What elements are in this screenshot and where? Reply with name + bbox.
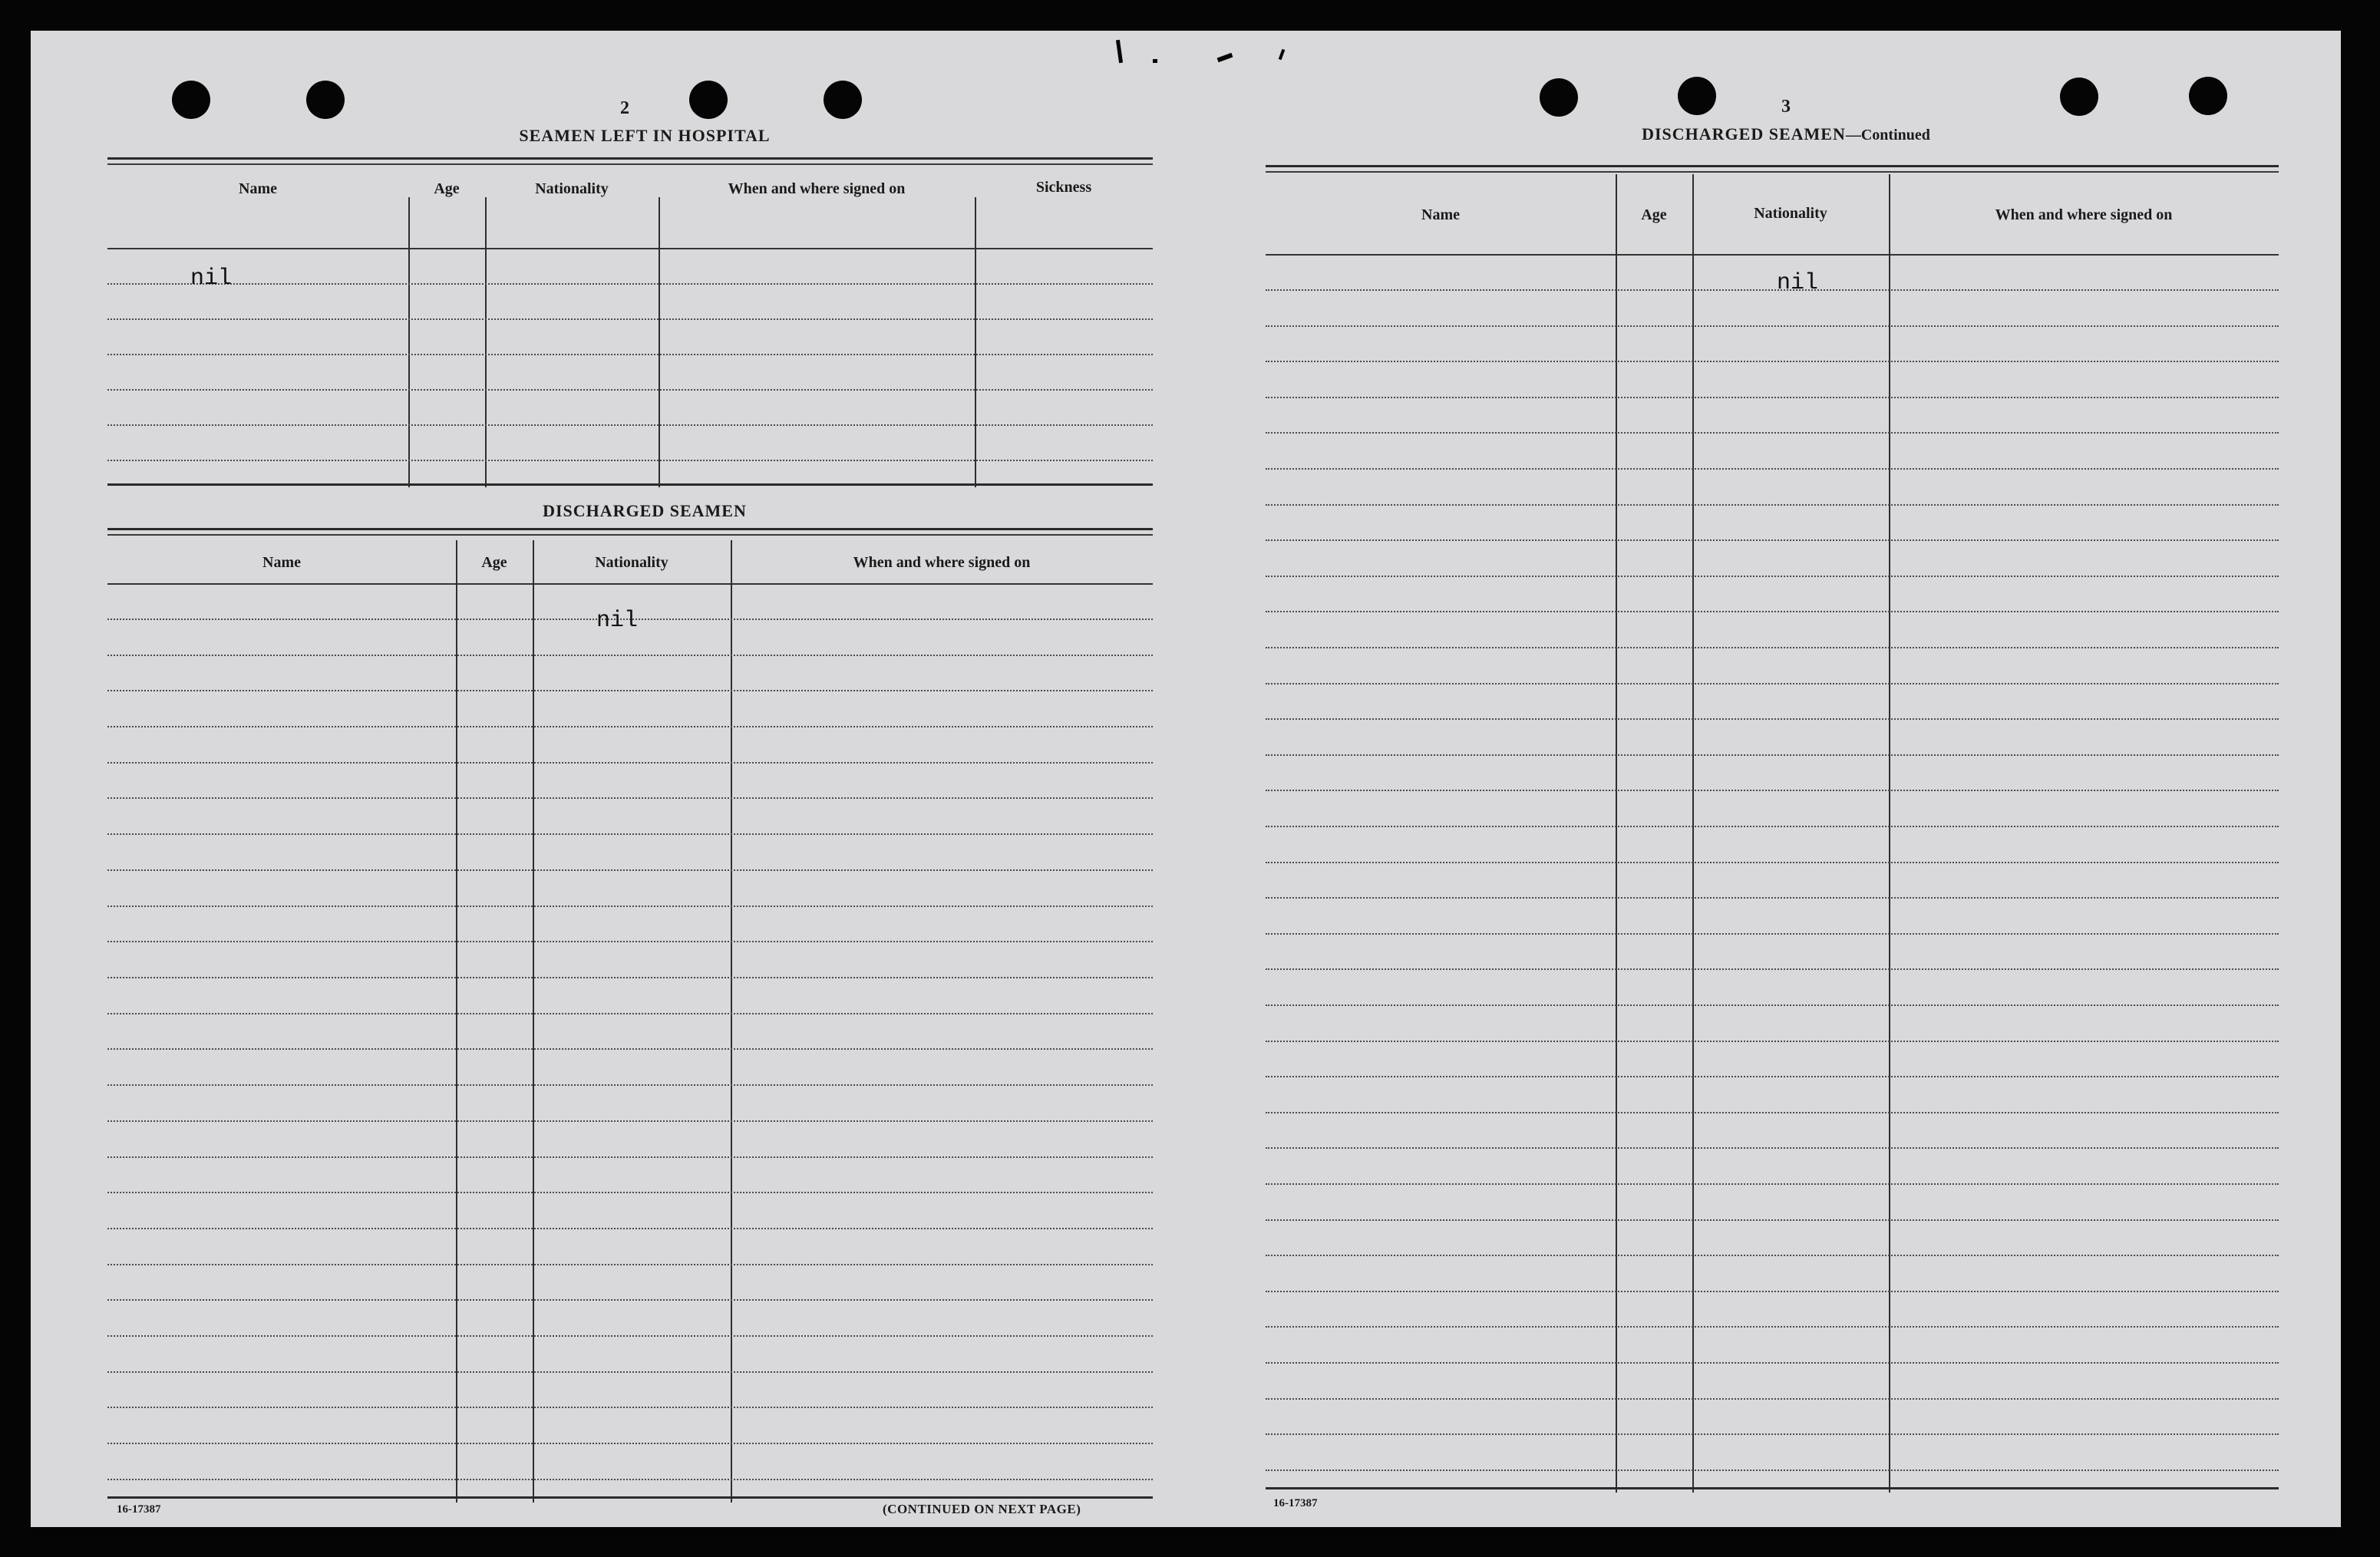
ruled-row-line [1266, 647, 2279, 648]
form-number: 16-17387 [1273, 1497, 1318, 1509]
ruled-row-line [107, 1299, 1153, 1301]
ruled-row-line [107, 655, 1153, 656]
ruled-row-line [1266, 1326, 2279, 1328]
column-header: Nationality [1754, 205, 1827, 222]
ruled-row-line [1266, 468, 2279, 470]
ruled-row-line [107, 1228, 1153, 1229]
discharged-continued-table [1266, 165, 2279, 1493]
hospital-table [107, 157, 1153, 487]
discharged-table [107, 528, 1153, 1499]
ruled-row-line [1266, 1004, 2279, 1006]
ruled-row-line [1266, 432, 2279, 434]
typed-entry: nil [1777, 270, 1819, 296]
page-number: 2 [620, 98, 629, 118]
column-header: Sickness [1035, 179, 1092, 196]
column-header: Name [1421, 206, 1460, 223]
ruled-row-line [1266, 968, 2279, 970]
ruled-row-line [1266, 611, 2279, 612]
form-number: 16-17387 [117, 1503, 161, 1516]
ruled-row-line [107, 1407, 1153, 1408]
ruled-row-line [1266, 1147, 2279, 1149]
column-header: When and where signed on [1995, 206, 2173, 223]
ruled-row-line [107, 354, 1153, 355]
discharged-section-title: DISCHARGED SEAMEN [543, 501, 747, 520]
ink-speck [1217, 53, 1233, 62]
ruled-row-line [107, 690, 1153, 691]
ruled-row-line [1266, 933, 2279, 935]
ruled-row-line [1266, 897, 2279, 899]
hospital-section-title: SEAMEN LEFT IN HOSPITAL [519, 126, 771, 145]
ruled-row-line [1266, 1076, 2279, 1077]
discharged-continued-title [1556, 124, 2016, 144]
punch-hole [689, 81, 728, 119]
ruled-row-line [107, 869, 1153, 871]
ruled-row-line [1266, 325, 2279, 327]
continued-note: (CONTINUED ON NEXT PAGE) [883, 1502, 1081, 1516]
ruled-row-line [107, 1443, 1153, 1444]
document-sheet [31, 31, 2341, 1527]
ruled-row-line [107, 1156, 1153, 1158]
ruled-row-line [107, 941, 1153, 942]
ruled-row-line [107, 1120, 1153, 1122]
punch-hole [824, 81, 862, 119]
ruled-row-line [107, 1335, 1153, 1337]
ruled-row-line [1266, 754, 2279, 756]
ruled-row-line [1266, 1433, 2279, 1435]
ruled-row-line [107, 726, 1153, 727]
ruled-row-line [107, 1264, 1153, 1265]
typed-entry: nil [596, 608, 639, 634]
ruled-row-line [1266, 1398, 2279, 1400]
ruled-row-line [107, 977, 1153, 978]
punch-hole [2060, 78, 2098, 116]
ruled-row-line [107, 283, 1153, 285]
punch-hole [172, 81, 210, 119]
punch-hole [2189, 77, 2227, 115]
ruled-row-line [107, 318, 1153, 320]
ruled-row-line [1266, 1041, 2279, 1042]
ruled-row-line [1266, 397, 2279, 398]
ruled-row-line [107, 797, 1153, 799]
ruled-row-line [107, 1013, 1153, 1014]
ruled-row-line [1266, 361, 2279, 362]
ruled-row-line [1266, 718, 2279, 720]
ruled-row-line [107, 833, 1153, 835]
ruled-row-line [107, 460, 1153, 461]
ruled-row-line [107, 389, 1153, 391]
column-header: Nationality [595, 554, 668, 571]
ruled-row-line [1266, 1112, 2279, 1113]
ruled-row-line [1266, 1255, 2279, 1256]
ruled-row-line [1266, 790, 2279, 791]
punch-hole [306, 81, 345, 119]
column-header: Age [1641, 206, 1667, 223]
ruled-row-line [1266, 862, 2279, 863]
ruled-row-line [107, 762, 1153, 764]
typed-entry: nil [190, 266, 233, 292]
column-header: Age [434, 180, 460, 197]
ruled-row-line [107, 906, 1153, 907]
ruled-row-line [1266, 576, 2279, 577]
ruled-row-line [1266, 1219, 2279, 1221]
ruled-row-line [107, 1371, 1153, 1373]
ink-speck [1279, 49, 1286, 61]
punch-hole [1540, 78, 1578, 117]
ruled-row-line [107, 1192, 1153, 1193]
column-header: Name [239, 180, 277, 197]
column-header: Name [262, 554, 301, 571]
ruled-row-line [107, 424, 1153, 426]
left-page [31, 31, 1182, 1527]
right-page [1182, 31, 2341, 1527]
ruled-row-line [1266, 504, 2279, 506]
column-header: Age [481, 554, 507, 571]
column-header: When and where signed on [728, 180, 906, 197]
column-header: When and where signed on [853, 554, 1031, 571]
section-title-text: DISCHARGED SEAMEN [1642, 124, 1846, 143]
ruled-row-line [107, 1048, 1153, 1050]
ruled-row-line [1266, 1362, 2279, 1364]
ruled-row-line [1266, 289, 2279, 291]
ink-speck [1153, 59, 1157, 63]
section-title-suffix: —Continued [1845, 127, 1930, 143]
ruled-row-line [1266, 1470, 2279, 1471]
page-number: 3 [1781, 97, 1791, 117]
ruled-row-line [107, 1479, 1153, 1480]
ruled-row-line [1266, 1183, 2279, 1185]
ruled-row-line [1266, 826, 2279, 827]
ruled-row-line [1266, 683, 2279, 684]
ruled-row-line [1266, 1291, 2279, 1292]
punch-hole [1678, 77, 1716, 115]
ruled-row-line [1266, 539, 2279, 541]
column-header: Nationality [535, 180, 609, 197]
ruled-row-line [107, 1084, 1153, 1086]
